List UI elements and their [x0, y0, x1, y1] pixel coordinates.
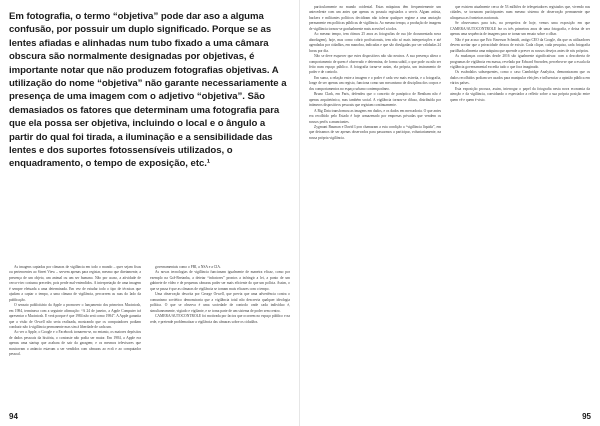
- paragraph: Zygmunt Bauman e David Lyon chamaram a esta condição a “vigilância líquida”, em que deixamos de ser apenas observados para passarmos a participar, voluntariamente, na nossa própria vigilância.: [309, 124, 441, 140]
- paragraph: Não se deve esquecer que estes dispositivos não são neutros. A sua presença altera o comportamento de quem é observado e determina, de forma subtil, o que pode ou não ser feito num espaço público. A fotografia torna-se assim, ela própria, um instrumento de poder e de controlo.: [309, 54, 441, 75]
- paragraph: Ao mesmo tempo, tem ótimos 25 anos as fotografias de rua (de documentada nova abordagem), hoje, mas como cobrir profissionais, tem não só mais interpretações e até agendadas por cidadãos, em manobra, indicadas e que são divulgadas por ser validadas 24 horas por dia.: [309, 32, 441, 53]
- paragraph: Em suma, a relação entre a imagem e o poder é cada vez mais estreita, e a fotografia, longe de ser apenas um registo, funciona como um mecanismo de disciplina dos corpos e dos comportamentos no espaço urbano contemporâneo.: [309, 75, 441, 91]
- paragraph: As novas tecnologias de vigilância funcionam igualmente de maneira eficaz, como por exemplo na Grã-Bretanha, a detetar “infratores” prontos a infringir a lei, a ponto de um gabinete de vídeo e de pequenas câmaras poder ser mais eficiente do que um polícia. Assim, o que se passa é que as câmaras de vigilância se tornam mais eficazes com o tempo.: [150, 270, 290, 291]
- paragraph: As imagens captadas por câmaras de vigilância em todo o mundo – quer sejam fixas ou pertencentes ao Street View – servem apenas para registar, mesmo que diretamente, a presença de um objeto, um animal ou um ser humano. Não por acaso, a atividade de cerca-vivo costuma preceder, pois perde mal-entendidos. A interpretação de uma imagem é sempre efetuada a uma determinada. Em vez de estudar todo o tipo de técnicas que ajudam a captar o tempo, a uma câmara de vigilância, percorrem as ruas do lado da publicação.: [9, 265, 141, 302]
- pull-quote: Em fotografia, o termo “objetiva” pode dar aso a alguma confusão, por possuir um duplo significado. Porque se as lentes afiadas e alinhadas num tubo fixado a uma câmara obscura são normalmente designadas por objetivas, é importante notar que não produzem fotografias objetivas. A utilização do nome “objetiva” não garante necessariamente a presença de uma imagem com o adjetivo “objetiva”. São demasiados os fatores que determinam uma fotografia para que ela possa ser objetiva, incluindo o local e o ângulo a partir do qual foi tirada, a iluminação e a sensibilidade das lentes e dos suportes fotossensíveis utilizados, o enquadramento, o tempo de exposição, etc.¹: [9, 11, 287, 170]
- paragraph: particularmente no mundo ocidental. Estas máquinas têm frequentemente um antecedente com um antes que apenas os possuía registados a servir. Algum artista, hackers e militantes políticos decidiram não tolerar qualquer regime a uma anotação permanente em políticas públicas de vigilância. Ao mesmo tempo, a produção de imagens de vigilância tornou-se gradualmente mais acessível a todos.: [309, 5, 441, 31]
- paragraph: As mudanças ocorridas desde 2016 são igualmente significativas: com a descoberta de programas de vigilância em massa, revelada por Edward Snowden, percebeu-se que a escala da vigilância governamental excedia tudo o que fora imaginado.: [450, 54, 590, 69]
- paragraph: que existem atualmente cerca de 53 milhões de telespetadores registados que, vivendo nas cidades, se tornaram participantes num mesmo sistema de observação permanente que ultrapassa as fronteiras nacionais.: [450, 5, 590, 20]
- paragraph: Não é por acaso que Eric Emerson Schmidt, antigo CEO da Google, diz que os utilizadores devem aceitar que a privacidade deixou de existir. Cada clique, cada pesquisa, cada fotografia partilhada alimenta uma máquina que aprende a prever os nossos desejos antes de nós próprios.: [450, 37, 590, 53]
- paragraph: Uma observação descrita por George Orwell, que previa que uma advertência contra o comunismo soviético demonstraria que a vigilância total não descrevia qualquer ideologia política. O que se observa é uma sociedade de controlo onde cada indivíduo é, simultaneamente, vigiado e vigilante, e se torna parte de um sistema de poder sem centro.: [150, 292, 290, 313]
- page-number-left: 94: [9, 412, 18, 421]
- paragraph: O sensato publicitário da Apple a promover o lançamento dos primeiros Macintosh, em 1984, terminava com a seguinte afirmação: “A 24 de janeiro, a Apple Computer irá apresentar o Macintosh. E verá porque é que 1984 não será como 1984”. A Apple garantia que a visão de Orwell não seria realizada, mostrando que os computadores podiam conduzir não à vigilância permanente mas sim à liberdade de cada um.: [9, 303, 141, 329]
- paragraph: CAMERA/AUTOCONTROLE foi motivada por factos que ocorrem no espaço público e na rede, e pretende problematizar a vigilância das câmaras sobre os cidadãos.: [150, 314, 290, 324]
- right-page-column-1: [309, 5, 441, 410]
- paragraph: A Big Data transformou as imagens em dados, e os dados em mercadoria. O que antes era recolhido pelo Estado é hoje armazenado por empresas privadas que vendem os nossos perfis a anunciantes.: [309, 108, 441, 124]
- paragraph: Bruno Clark, em Paris, defendeu que o conceito de panóptico de Bentham não é apenas arquitetónico, mas também social. A vigilância tornou-se difusa, distribuída por inúmeros dispositivos pessoais que registam continuamente.: [309, 92, 441, 108]
- left-page-column-2: [150, 265, 290, 410]
- page-number-right: 95: [582, 412, 591, 421]
- paragraph: governamentais como o FBI, a NSA e a CIA.: [155, 265, 221, 269]
- paragraph: Ao ver a Apple, o Google e o Facebook tornarem-se, no entanto, os maiores depósitos de dados pessoais da história, o contraste não podia ser maior. Em 1984, a Apple era apenas uma startup que acabara de sair da garagem; e os mesmos televisores que mostravam o anúncio estavam a ser vendidos com câmaras ao ecrã e ao computador pessoal.: [9, 330, 141, 357]
- right-page-column-2: [450, 5, 590, 410]
- paragraph: Se observamos para trás, na perspetiva de hoje, vemos uma exposição em que CAMERA/AUTOCONTROLE fez os três primeiros anos de uma fotografia, e deixa de ser apenas uma sequência de imagens para se tornar um ensaio sobre o olhar.: [450, 21, 590, 37]
- paragraph: Esta exposição procura, assim, interrogar o papel da fotografia nesta nova economia da atenção e da vigilância, convidando o espectador a refletir sobre a sua própria posição entre quem vê e quem é visto.: [450, 86, 590, 102]
- left-page-column-1: [9, 265, 141, 410]
- right-page: [300, 0, 600, 426]
- paragraph: Os escândalos subsequentes, como o caso Cambridge Analytica, demonstraram que os dados recolhidos podiam ser usados para manipular eleições e influenciar a opinião pública em vários países.: [450, 70, 590, 86]
